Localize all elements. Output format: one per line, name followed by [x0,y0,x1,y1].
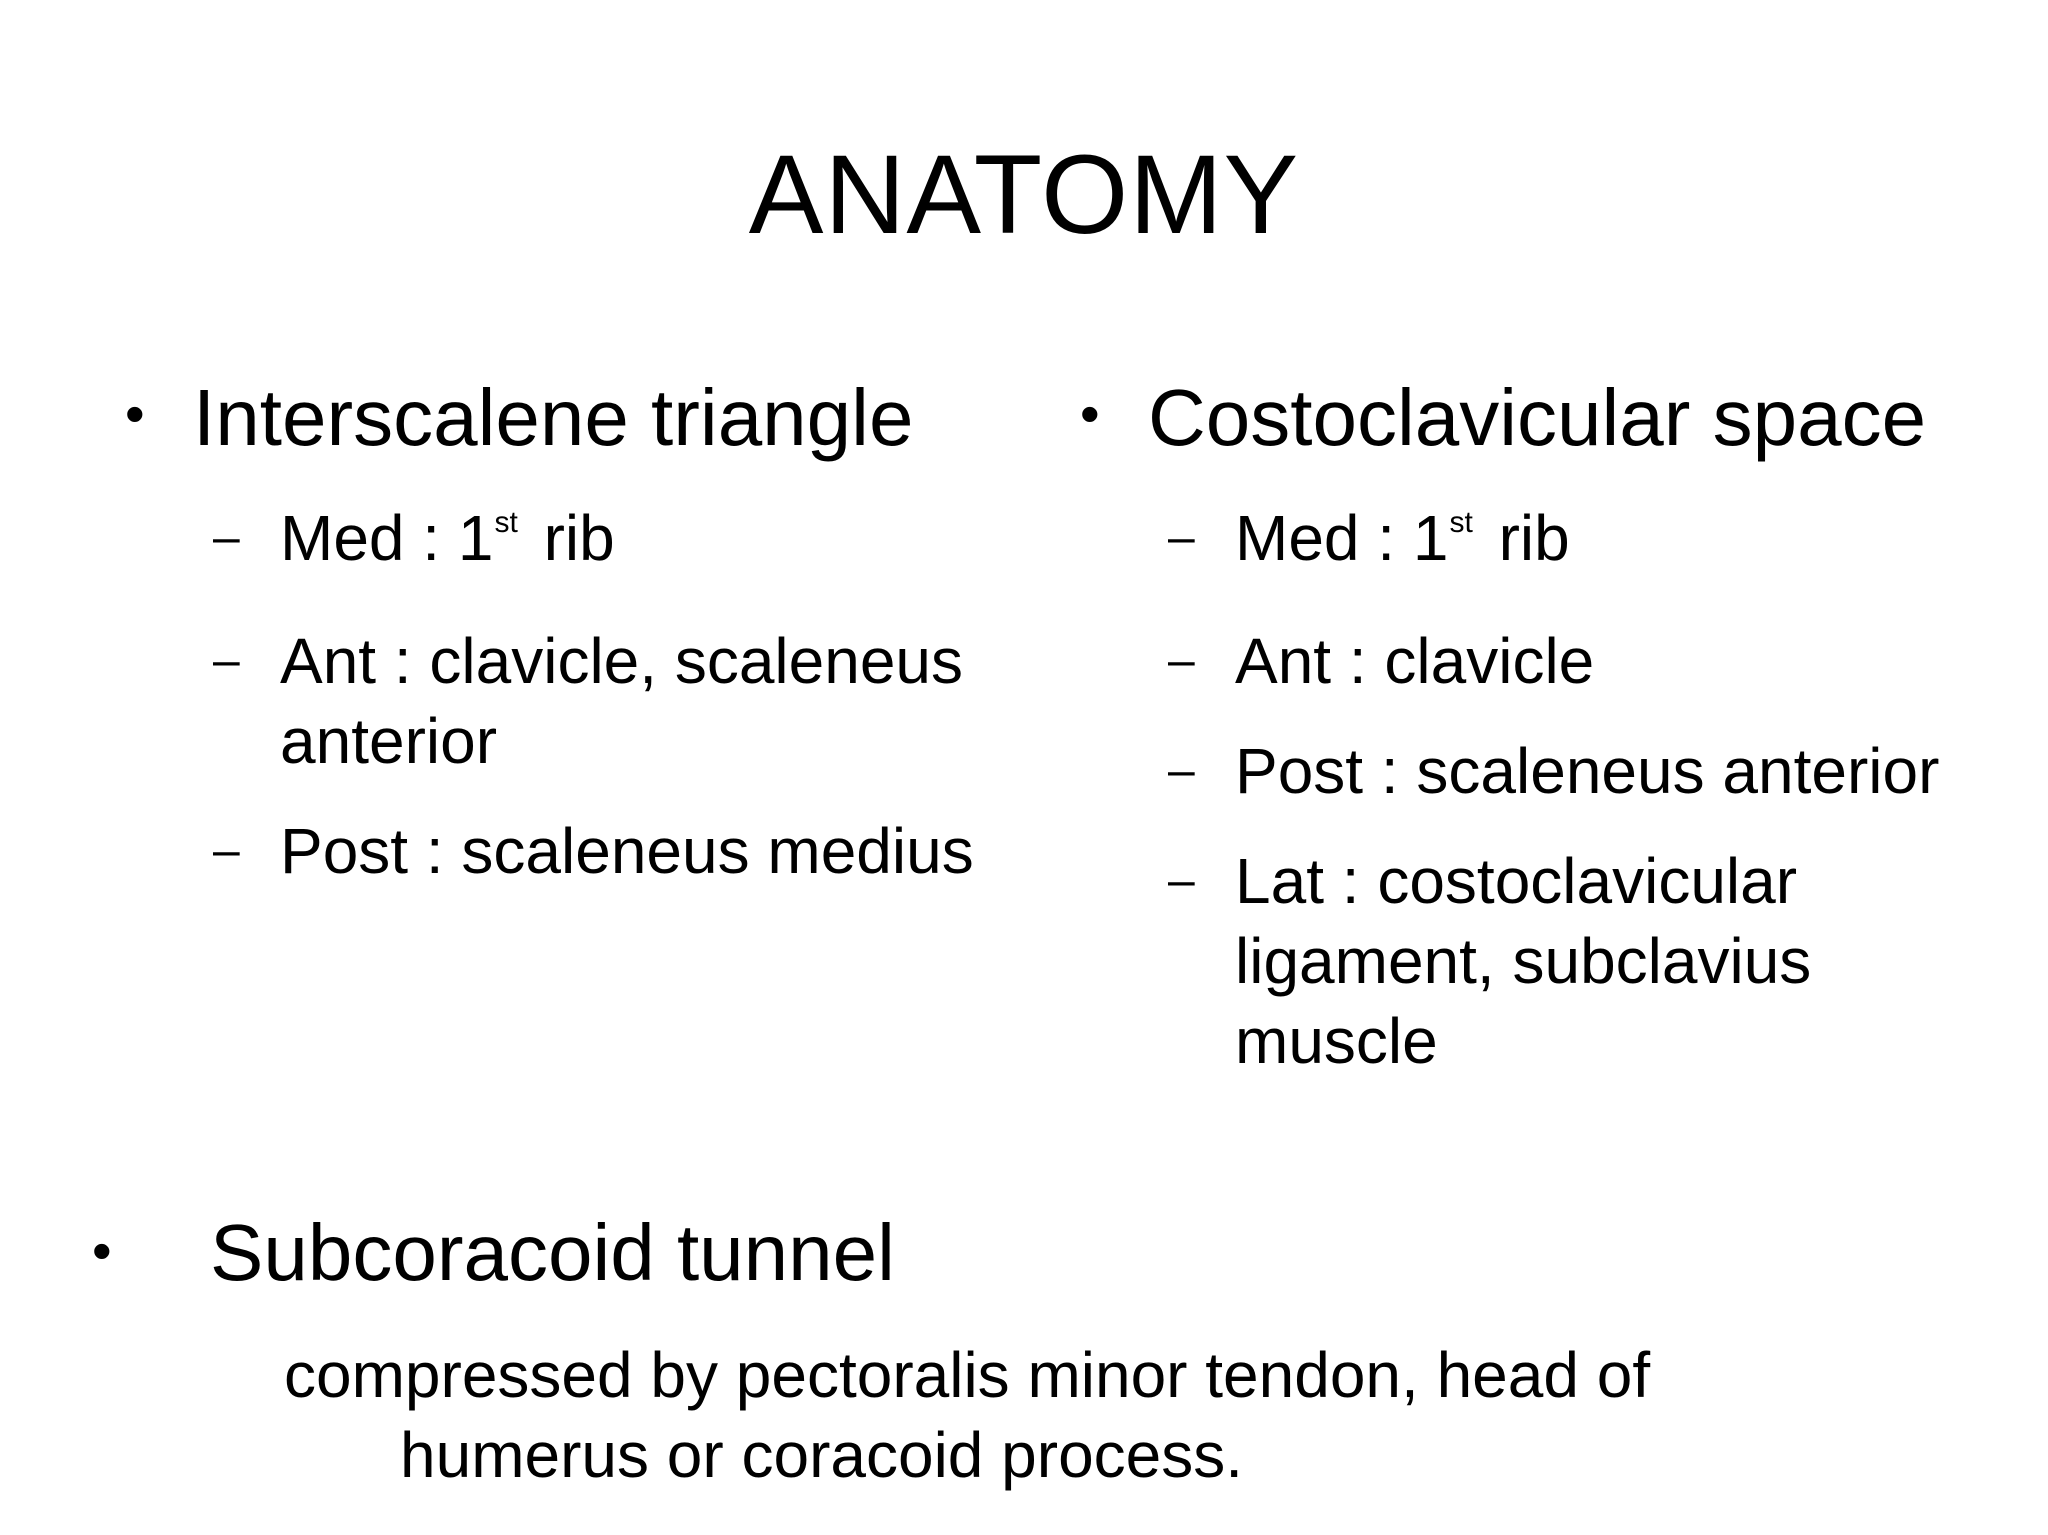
sub-list [125,498,975,921]
dash-icon: – [1168,634,1195,687]
dash-icon: – [1168,511,1195,564]
bullet-dot-icon: • [1080,382,1100,445]
bullet-heading: Subcoracoid tunnel [210,1208,895,1297]
sub-item-text: Ant : clavicle [1235,625,1595,697]
dash-icon: – [213,824,240,877]
sub-item-text [1235,498,1980,591]
sub-item-text: Lat : costoclavicular ligament, subclavius muscle [1235,845,1812,1077]
bullet-dot-icon: • [92,1219,112,1282]
sub-item-text-pre: Med : 1 [280,502,494,574]
sub-item-lat [1080,841,1980,1081]
dash-icon: – [213,511,240,564]
slide-title: ANATOMY [748,132,1300,257]
bullet-heading: Interscalene triangle [193,373,914,462]
sub-item-post [1080,731,1980,811]
sub-item-ant [125,621,975,781]
dash-icon: – [213,634,240,687]
description-line-2: humerus or coracoid process. [400,1419,1244,1491]
sub-item-text: Post : scaleneus medius [280,815,974,887]
sub-item-med [125,498,975,591]
description-line-1: compressed by pectoralis minor tendon, head of [284,1339,1651,1411]
sub-item-ant [1080,621,1980,701]
sub-item-post [125,811,975,891]
bullet-subcoracoid-tunnel [92,1205,1892,1305]
ordinal-suffix: st [1449,506,1473,539]
subcoracoid-description [284,1335,1934,1495]
sub-item-text [280,498,975,591]
sub-item-text: Post : scaleneus anterior [1235,735,1940,807]
sub-item-text-post: rib [1480,502,1570,574]
bullet-heading: Costoclavicular space [1148,373,1927,462]
dash-icon: – [1168,744,1195,797]
sub-item-text-pre: Med : 1 [1235,502,1449,574]
bullet-dot-icon: • [125,382,145,445]
sub-list [1080,498,1980,1111]
sub-item-med [1080,498,1980,591]
ordinal-suffix: st [494,506,518,539]
sub-item-text-post: rib [525,502,615,574]
dash-icon: – [1168,854,1195,907]
sub-item-text: Ant : clavicle, scaleneus anterior [280,625,963,777]
